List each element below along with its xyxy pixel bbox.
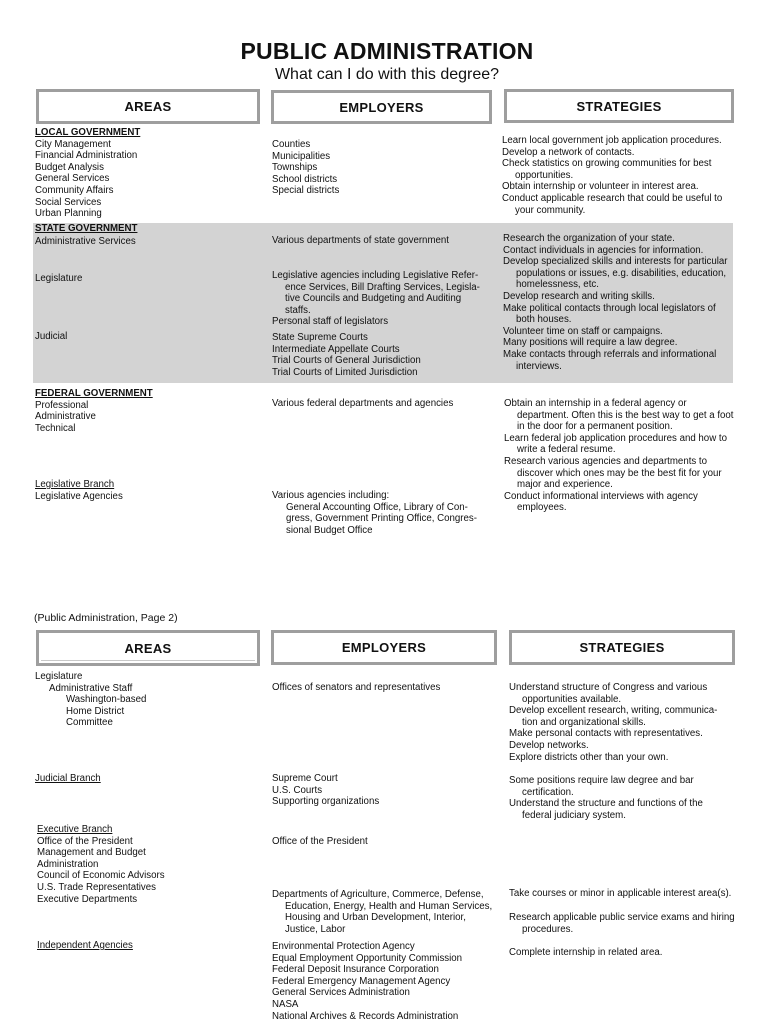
text-line: staffs. — [285, 304, 311, 316]
state-admin-area-label: Administrative Services — [35, 236, 136, 247]
text-line: homelessness, etc. — [516, 279, 599, 291]
text-line: Conduct applicable research that could be useful to — [502, 192, 723, 204]
text-line: Office of the President — [37, 835, 133, 847]
text-line: Professional — [35, 399, 89, 411]
state-admin-employer-label: Various departments of state government — [272, 235, 449, 246]
text-line: procedures. — [522, 923, 574, 935]
text-line: Explore districts other than your own. — [509, 751, 669, 763]
independent-agencies-label: Independent Agencies — [37, 940, 133, 951]
text-line: Develop networks. — [509, 739, 589, 751]
text-line: Personal staff of legislators — [272, 316, 389, 328]
text-line: populations or issues, e.g. disabilities, education, — [516, 267, 727, 279]
text-line: Administrative — [35, 411, 96, 423]
text-line: opportunities available. — [522, 693, 622, 705]
text-line: Trial Courts of Limited Jurisdiction — [272, 366, 418, 378]
strategies-header: STRATEGIES — [504, 89, 734, 123]
employers-header: EMPLOYERS — [271, 90, 492, 124]
executive-departments-employers — [272, 889, 492, 935]
text-line: Budget Analysis — [35, 161, 104, 173]
legislature-areas — [35, 671, 146, 729]
text-line: Legislative Branch — [35, 479, 115, 490]
text-line: opportunities. — [515, 169, 574, 181]
text-line: Legislative Agencies — [35, 490, 123, 502]
independent-agencies-area — [37, 940, 133, 952]
text-line: Make contacts through referrals and informational — [503, 348, 717, 360]
executive-branch-employer — [272, 836, 368, 848]
text-line: Management and Budget — [37, 847, 146, 859]
state-government-strategies — [503, 233, 728, 372]
text-line: your community. — [515, 204, 586, 216]
text-line: federal judiciary system. — [522, 809, 626, 821]
text-line: Counties — [272, 139, 311, 150]
state-admin-employer — [272, 235, 449, 247]
federal-government-areas — [35, 388, 153, 434]
state-judicial-area — [35, 331, 67, 343]
federal-employer-label: Various federal departments and agencies — [272, 398, 454, 409]
legislature-employer-label: Offices of senators and representatives — [272, 682, 441, 693]
text-line: Financial Administration — [35, 150, 138, 162]
text-line: Administration — [37, 858, 99, 870]
text-line: City Management — [35, 138, 111, 150]
text-line: Research applicable public service exams and hiring — [509, 912, 735, 923]
local-government-employers — [272, 139, 339, 197]
independent-agencies-employers — [272, 941, 462, 1022]
executive-branch-strategies-2 — [509, 912, 735, 935]
state-legislature-area-label: Legislature — [35, 273, 83, 284]
areas-header: AREAS — [36, 89, 260, 124]
text-line: Intermediate Appellate Courts — [272, 343, 400, 355]
text-line: tion and organizational skills. — [522, 716, 646, 728]
text-line: U.S. Courts — [272, 784, 323, 796]
text-line: Executive Branch — [37, 824, 113, 835]
text-line: Develop excellent research, writing, communica- — [509, 705, 718, 717]
executive-employer-label: Office of the President — [272, 836, 368, 847]
text-line: Social Services — [35, 196, 102, 208]
text-line: Committee — [66, 717, 113, 729]
text-line: Home District — [66, 705, 125, 717]
text-line: write a federal resume. — [517, 444, 616, 456]
state-legislature-area — [35, 273, 82, 285]
legislative-branch-areas — [35, 479, 123, 502]
text-line: gress, Government Printing Office, Congres- — [286, 513, 477, 525]
local-government-strategies — [502, 135, 722, 216]
text-line: Understand structure of Congress and various — [509, 682, 708, 693]
text-line: State Supreme Courts — [272, 332, 368, 343]
text-line: Develop research and writing skills. — [503, 290, 655, 302]
text-line: Supreme Court — [272, 773, 338, 784]
text-line: National Archives & Records Administration — [272, 1010, 459, 1022]
page-title: PUBLIC ADMINISTRATION — [240, 38, 534, 64]
text-line: Federal Deposit Insurance Corporation — [272, 964, 439, 976]
text-line: Environmental Protection Agency — [272, 941, 415, 952]
text-line: in the door for a permanent position. — [517, 421, 673, 433]
text-line: Many positions will require a law degree. — [503, 337, 678, 349]
text-line: Check statistics on growing communities for best — [502, 158, 712, 170]
text-line: Legislature — [35, 671, 83, 682]
text-line: certification. — [522, 786, 574, 798]
text-line: tive Councils and Budgeting and Auditing — [285, 293, 462, 305]
text-line: FEDERAL GOVERNMENT — [35, 388, 153, 399]
text-line: Education, Energy, Health and Human Services, — [285, 900, 493, 912]
legislature-employer — [272, 682, 440, 694]
independent-agencies-strategy — [509, 947, 662, 959]
text-line: Contact individuals in agencies for information. — [503, 244, 704, 256]
text-line: NASA — [272, 998, 299, 1010]
text-line: Research the organization of your state. — [503, 233, 675, 244]
local-government-areas — [35, 127, 140, 220]
judicial-branch-label: Judicial Branch — [35, 773, 101, 784]
federal-government-strategies — [504, 398, 733, 514]
text-line: Understand the structure and functions of the — [509, 798, 703, 810]
employers-header-page-2: EMPLOYERS — [271, 630, 497, 665]
judicial-branch-area — [35, 773, 101, 785]
text-line: Executive Departments — [37, 893, 138, 905]
text-line: Urban Planning — [35, 208, 102, 220]
text-line: Develop a network of contacts. — [502, 146, 635, 158]
text-line: Community Affairs — [35, 184, 114, 196]
text-line: Obtain internship or volunteer in interest area. — [502, 181, 699, 193]
page-subtitle: What can I do with this degree? — [274, 66, 500, 83]
areas-header-page-2: AREAS — [36, 630, 260, 666]
text-line: Housing and Urban Development, Interior, — [285, 912, 466, 924]
text-line: Some positions require law degree and bar — [509, 775, 694, 786]
text-line: both houses. — [516, 314, 572, 326]
text-line: Municipalities — [272, 150, 331, 162]
text-line: Learn local government job application procedures. — [502, 135, 722, 146]
text-line: General Services — [35, 173, 110, 185]
judicial-branch-strategies — [509, 775, 703, 821]
text-line: Make personal contacts with representatives. — [509, 728, 703, 740]
text-line: School districts — [272, 173, 338, 185]
text-line: Volunteer time on staff or campaigns. — [503, 325, 663, 337]
text-line: Trial Courts of General Jurisdiction — [272, 355, 421, 367]
text-line: employees. — [517, 502, 567, 514]
text-line: interviews. — [516, 360, 562, 372]
text-line: Administrative Staff — [49, 682, 133, 694]
text-line: General Accounting Office, Library of Con- — [286, 501, 468, 513]
strategies-header-page-2: STRATEGIES — [509, 630, 735, 665]
text-line: Justice, Labor — [285, 923, 346, 935]
text-line: department. Often this is the best way to get a foot — [517, 409, 734, 421]
independent-strategy-label: Complete internship in related area. — [509, 947, 663, 958]
state-government-heading — [35, 223, 137, 235]
state-admin-area — [35, 236, 136, 248]
text-line: Various agencies including: — [272, 490, 390, 501]
executive-branch-strategies — [509, 888, 731, 900]
text-line: ence Services, Bill Drafting Services, Legisla- — [285, 281, 480, 293]
text-line: Special districts — [272, 185, 340, 197]
executive-branch-areas — [37, 824, 165, 905]
text-line: Obtain an internship in a federal agency or — [504, 398, 687, 409]
text-line: U.S. Trade Representatives — [37, 881, 156, 893]
text-line: Technical — [35, 422, 76, 434]
legislative-branch-employers — [272, 490, 477, 536]
text-line: Equal Employment Opportunity Commission — [272, 952, 463, 964]
text-line: Legislative agencies including Legislative Refer- — [272, 270, 479, 281]
text-line: Make political contacts through local legislators of — [503, 302, 716, 314]
page-2-note: (Public Administration, Page 2) — [34, 612, 178, 624]
federal-government-employer — [272, 398, 453, 410]
text-line: Federal Emergency Management Agency — [272, 975, 451, 987]
text-line: Research various agencies and departments to — [504, 455, 708, 467]
state-legislature-employers — [272, 270, 480, 328]
text-line: Develop specialized skills and interests for particular — [503, 256, 728, 268]
text-line: Learn federal job application procedures and how to — [504, 432, 727, 444]
legislature-strategies — [509, 682, 717, 763]
text-line: General Services Administration — [272, 987, 410, 999]
state-judicial-area-label: Judicial — [35, 331, 68, 342]
text-line: Take courses or minor in applicable interest area(s). — [509, 888, 732, 899]
text-line: sional Budget Office — [286, 524, 373, 536]
text-line: Supporting organizations — [272, 796, 380, 808]
text-line: LOCAL GOVERNMENT — [35, 127, 141, 138]
text-line: Departments of Agriculture, Commerce, Defense, — [272, 889, 484, 900]
text-line: major and experience. — [517, 479, 613, 491]
text-line: Washington-based — [66, 694, 147, 706]
text-line: discover which ones may be the best fit for your — [517, 467, 722, 479]
judicial-branch-employers — [272, 773, 379, 808]
text-line: Conduct informational interviews with agency — [504, 490, 698, 502]
state-government-title: STATE GOVERNMENT — [35, 223, 138, 234]
text-line: Townships — [272, 162, 318, 174]
text-line: Council of Economic Advisors — [37, 870, 165, 882]
state-judicial-employers — [272, 332, 421, 378]
